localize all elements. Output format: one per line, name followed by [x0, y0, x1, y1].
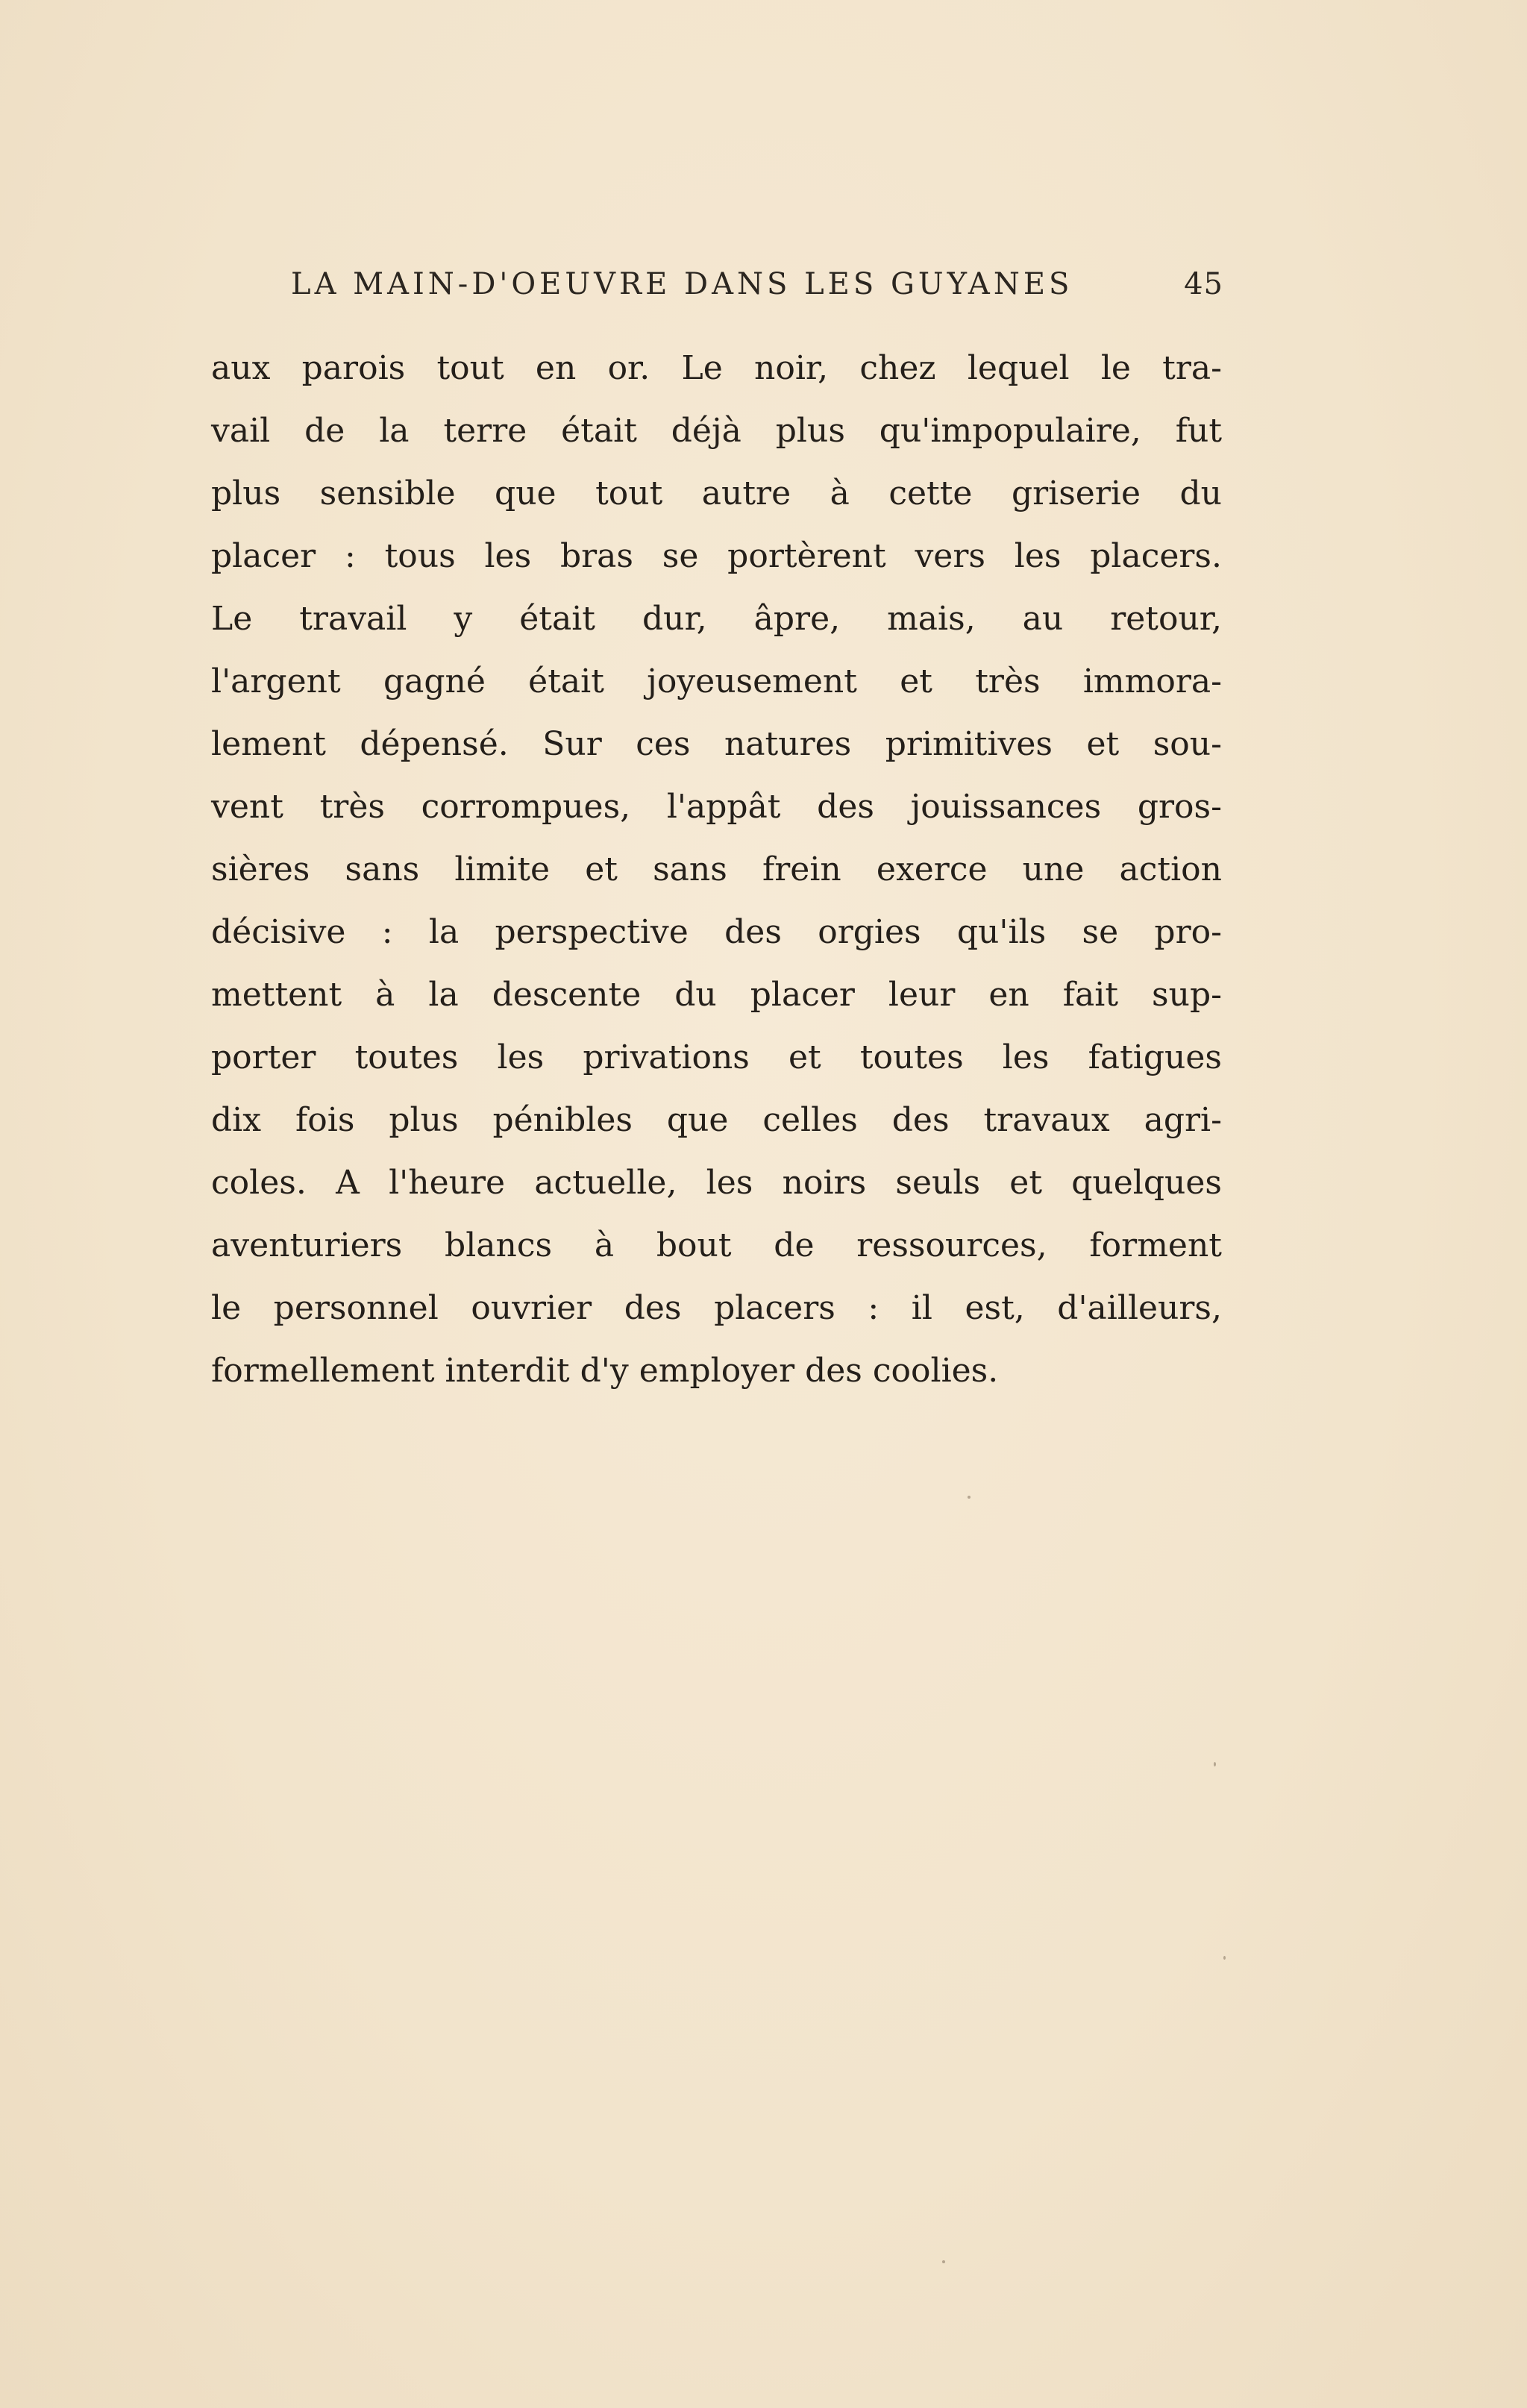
text-line: décisive : la perspective des orgies qu'ils se pro- — [211, 913, 1222, 951]
text-line: Le travail y était dur, âpre, mais, au retour, — [211, 600, 1222, 638]
text-line: lement dépensé. Sur ces natures primitives et sou- — [211, 725, 1222, 763]
body-paragraph — [211, 337, 1222, 1402]
text-line: porter toutes les privations et toutes les fatigues — [211, 1038, 1222, 1076]
text-line: plus sensible que tout autre à cette griserie du — [211, 474, 1222, 512]
running-title: LA MAIN-D'OEUVRE DANS LES GUYANES — [291, 267, 1073, 301]
text-line: dix fois plus pénibles que celles des travaux agri- — [211, 1101, 1222, 1139]
text-line: aux parois tout en or. Le noir, chez lequel le tra- — [211, 349, 1222, 387]
text-line: aventuriers blancs à bout de ressources, forment — [211, 1226, 1222, 1264]
paper-speck — [1214, 1762, 1216, 1766]
text-line-last: formellement interdit d'y employer des coolies. — [211, 1352, 999, 1390]
paper-speck — [1223, 1956, 1226, 1960]
text-line: vail de la terre était déjà plus qu'impopulaire, fut — [211, 412, 1222, 450]
text-line: placer : tous les bras se portèrent vers les placers. — [211, 537, 1222, 575]
text-line: le personnel ouvrier des placers : il est, d'ailleurs, — [211, 1289, 1222, 1327]
text-line: mettent à la descente du placer leur en fait sup- — [211, 976, 1222, 1014]
text-line: coles. A l'heure actuelle, les noirs seuls et quelques — [211, 1164, 1222, 1202]
text-line: vent très corrompues, l'appât des jouissances gros- — [211, 788, 1222, 826]
paper-speck — [968, 1496, 971, 1499]
running-head — [291, 267, 1223, 312]
text-line: sières sans limite et sans frein exerce une action — [211, 850, 1222, 888]
text-line: l'argent gagné était joyeusement et très immora- — [211, 662, 1222, 700]
page-number: 45 — [1184, 267, 1223, 301]
paper-speck — [942, 2260, 945, 2263]
